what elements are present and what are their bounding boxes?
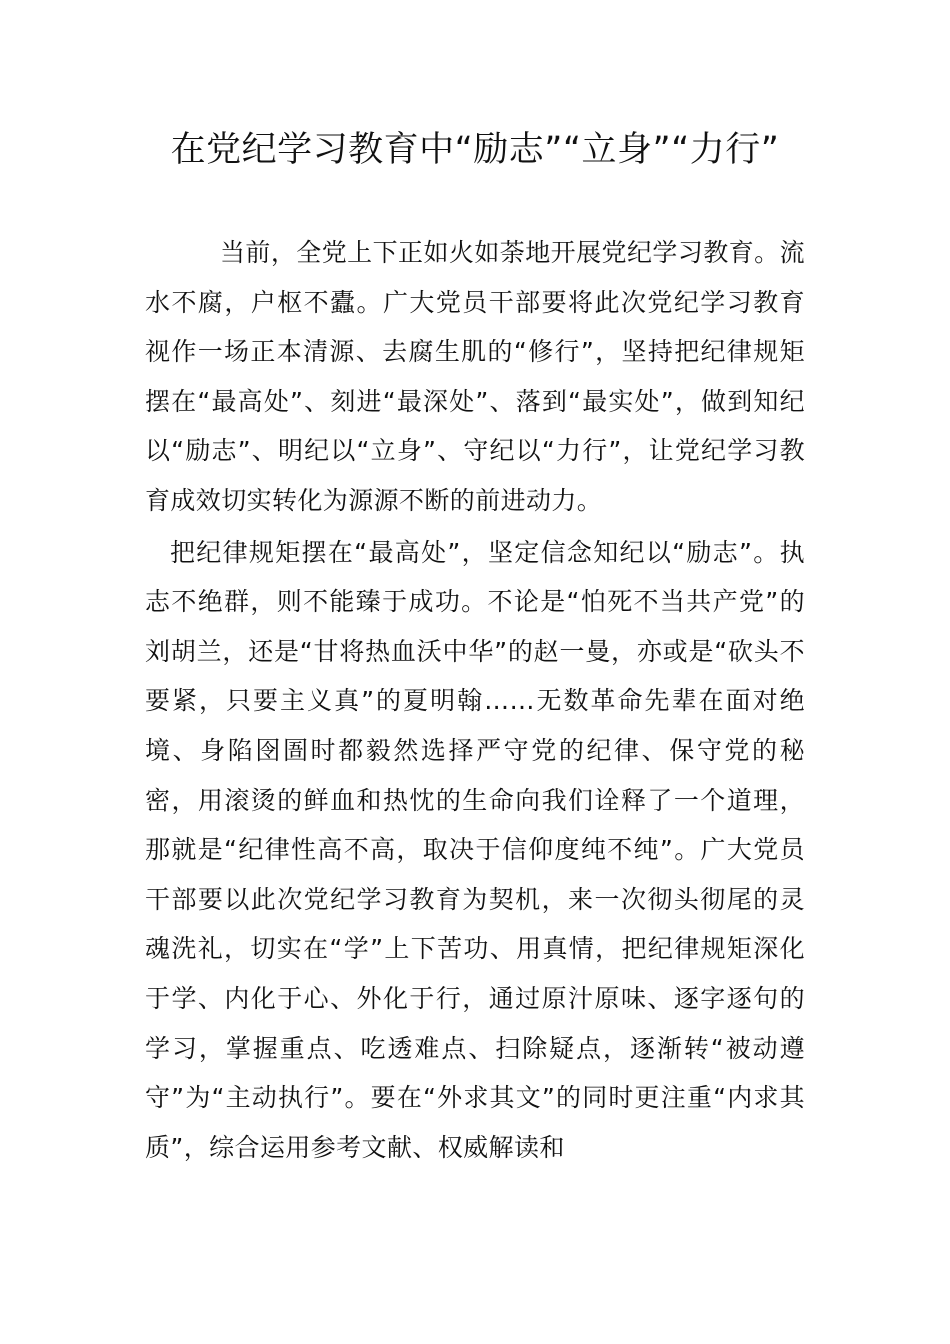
paragraph-section-1: 把纪律规矩摆在“最高处”，坚定信念知纪以“励志”。执志不绝群，则不能臻于成功。不论是“怕死不当共产党”的刘胡兰，还是“甘将热血沃中华”的赵一曼，亦或是“砍头不要紧，只要主义真”的夏明翰……无数革命先辈在面对绝境、身陷囹圄时都毅然选择严守党的纪律、保守党的秘密，用滚烫的鲜血和热忱的生命向我们诠释了一个道理，那就是“纪律性高不高，取决于信仰度纯不纯”。广大党员干部要以此次党纪学习教育为契机，来一次彻头彻尾的灵魂洗礼，切实在“学”上下苦功、用真情，把纪律规矩深化于学、内化于心、外化于行，通过原汁原味、逐字逐句的学习，掌握重点、吃透难点、扫除疑点，逐渐转“被动遵守”为“主动执行”。要在“外求其文”的同时更注重“内求其质”，综合运用参考文献、权威解读和: [145, 537, 805, 1162]
document-body: [145, 228, 805, 1172]
document-title: 在党纪学习教育中“励志”“立身”“力行”: [170, 130, 780, 170]
paragraph-intro: 当前，全党上下正如火如荼地开展党纪学习教育。流水不腐，户枢不蠹。广大党员干部要将此次党纪学习教育视作一场正本清源、去腐生肌的“修行”，坚持把纪律规矩摆在“最高处”、刻进“最深处”、落到“最实处”，做到知纪以“励志”、明纪以“立身”、守纪以“力行”，让党纪学习教育成效切实转化为源源不断的前进动力。: [145, 238, 805, 515]
